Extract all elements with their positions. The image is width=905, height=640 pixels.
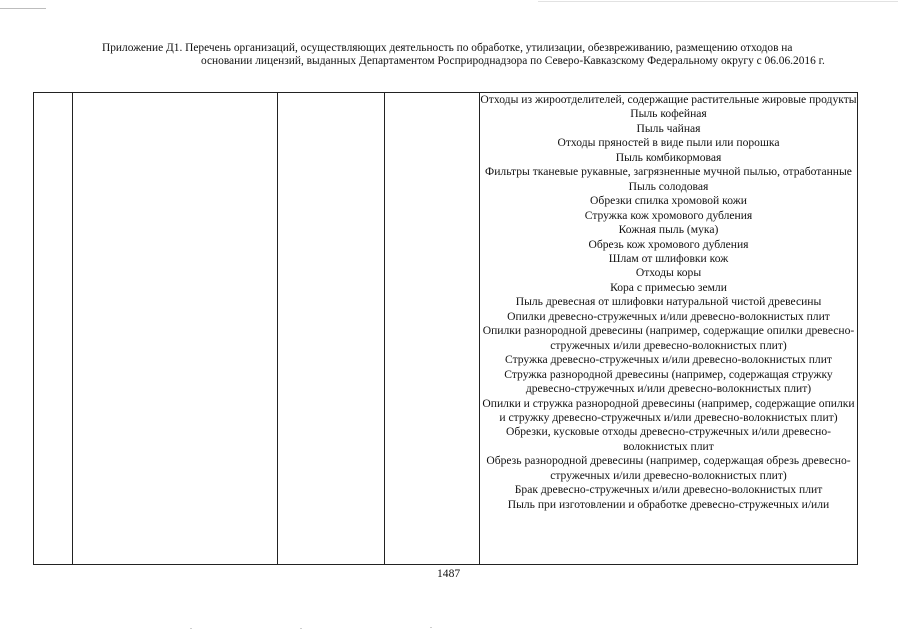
waste-item: Пыль комбикормовая xyxy=(615,150,722,164)
table-cell-license xyxy=(278,93,385,565)
scan-dot xyxy=(300,628,302,629)
waste-item: Отходы пряностей в виде пыли или порошка xyxy=(557,136,780,150)
table-row xyxy=(34,93,858,565)
waste-item: Пыль при изготовлении и обработке древесно-стружечных и/или xyxy=(507,497,830,511)
waste-item: Фильтры тканевые рукавные, загрязненные мучной пылью, отработанные xyxy=(485,165,852,179)
table-cell-number xyxy=(34,93,73,565)
scan-dot xyxy=(430,627,432,628)
organizations-table xyxy=(33,92,858,565)
document-header-line-1: Приложение Д1. Перечень организаций, осуществляющих деятельность по обработке, утилизации, обезвреживанию, размещению отходов на xyxy=(102,42,793,54)
waste-item: Стружка разнородной древесины (например, содержащая стружку древесно-стружечных и/или древесно-волокнистых плит) xyxy=(504,367,833,396)
waste-item: Кожная пыль (мука) xyxy=(618,223,719,237)
waste-item: Пыль древесная от шлифовки натуральной чистой древесины xyxy=(515,295,822,309)
waste-item: Пыль чайная xyxy=(636,121,701,135)
waste-list xyxy=(480,93,857,512)
waste-item: Опилки и стружка разнородной древесины (например, содержащие опилки и стружку древесно-стружечных и/или древесно-волокнистых плит) xyxy=(482,396,855,424)
waste-item: Обрезки спилка хромовой кожи xyxy=(590,194,747,208)
waste-item: Опилки разнородной древесины (например, содержащие опилки древесно-стружечных и/или древесно-волокнистых плит) xyxy=(482,324,855,352)
table-cell-date xyxy=(385,93,480,565)
document-header-line-2: основании лицензий, выданных Департаментом Росприроднадзора по Северо-Кавказскому Федеральному округу с 06.06.2016 г. xyxy=(201,55,825,67)
waste-item: Пыль солодовая xyxy=(628,179,709,193)
page-number: 1487 xyxy=(437,567,461,580)
waste-item: Шлам от шлифовки кож xyxy=(608,251,729,265)
waste-item: Обрезь кож хромового дубления xyxy=(588,237,749,251)
waste-item: Опилки древесно-стружечных и/или древесно-волокнистых плит xyxy=(507,309,830,323)
waste-item: Отходы из жироотделителей, содержащие растительные жировые продукты xyxy=(480,93,857,106)
waste-item: Брак древесно-стружечных и/или древесно-волокнистых плит xyxy=(514,483,823,497)
waste-item: Стружка кож хромового дубления xyxy=(584,208,753,222)
waste-item: Кора с примесью земли xyxy=(610,280,727,294)
waste-item: Стружка древесно-стружечных и/или древесно-волокнистых плит xyxy=(505,353,832,367)
table-cell-organization xyxy=(73,93,278,565)
scan-artifact-top-right xyxy=(538,1,898,2)
waste-item: Обрезь разнородной древесины (например, содержащая обрезь древесно-стружечных и/или древесно-волокнистых плит) xyxy=(486,454,851,482)
waste-item: Пыль кофейная xyxy=(630,107,707,121)
waste-item: Отходы коры xyxy=(635,266,702,280)
scan-dot xyxy=(190,628,192,629)
table-cell-waste-types xyxy=(480,93,858,565)
waste-item: Обрезки, кусковые отходы древесно-стружечных и/или древесно-волокнистых плит xyxy=(505,425,832,453)
scan-artifact-top-left xyxy=(0,8,46,9)
